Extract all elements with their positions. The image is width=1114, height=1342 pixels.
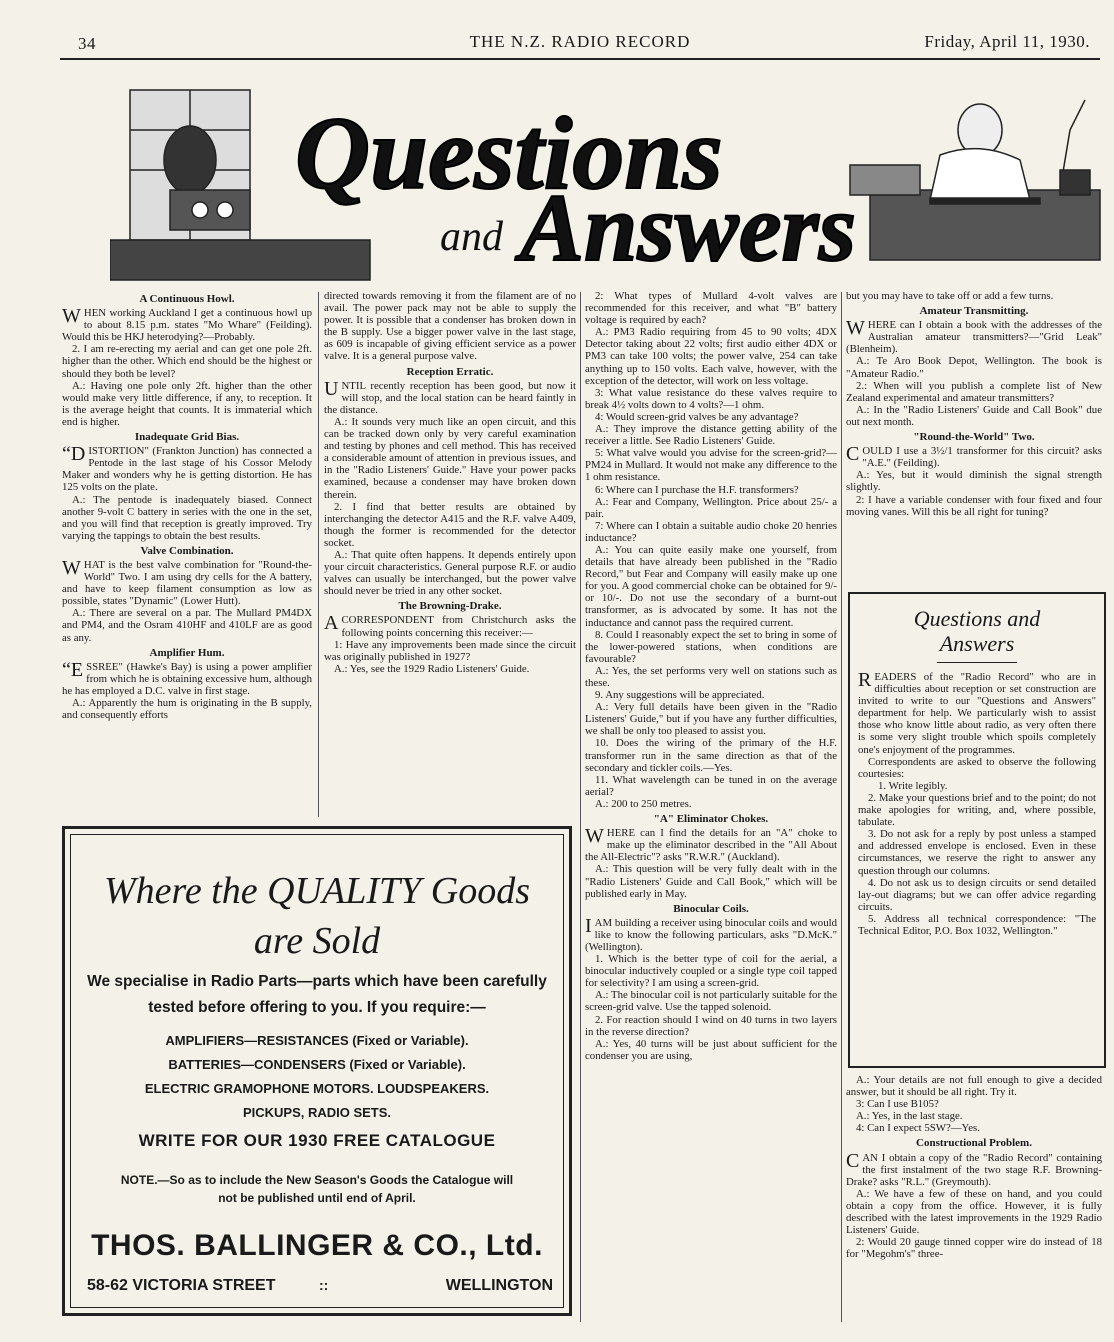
article-text: A.: The pentode is inadequately biased. Connect another 9-volt C battery in series with the one in the set, and you will find that reception is greatly improved. Try varying the tappings to obtain the best results.	[62, 493, 312, 542]
banner-word-answers: Answers	[520, 174, 857, 281]
heading-constructional-problem: Constructional Problem.	[916, 1137, 1032, 1150]
heading-binocular-coils: Binocular Coils.	[673, 902, 749, 915]
article-text: 8. Could I reasonably expect the set to bring in some of the lower-powered stations, when conditions are favourable?	[585, 628, 837, 665]
article-text: but you may have to take off or add a few turns.	[846, 290, 1054, 302]
ad-company: THOS. BALLINGER & CO., Ltd.	[91, 1229, 543, 1262]
article-text: A.: Yes, the set performs very well on stations such as these.	[585, 664, 837, 689]
article-text: directed towards removing it from the filament are of no avail. The power pack may not be able to supply the power. It is possible that a condenser has broken down in the B supply. Use a bigger power valve in the last stage, as 609 is incapable of giving efficient service as a power valve. It is a general purpose valve.	[324, 290, 576, 363]
article-text: 2: What types of Mullard 4-volt valves are recommended for this receiver, and what "B" battery voltage is required by each?	[585, 290, 837, 327]
article-text: 5: What valve would you advise for the screen-grid?—PM24 in Mullard. It would not make any difference to the 1 ohm resistance.	[585, 447, 837, 484]
column-divider	[841, 292, 842, 1322]
drop-cap: “E	[62, 658, 84, 681]
article-text: A.: The binocular coil is not particularly suitable for the screen-grid valve. Use the tapped solenoid.	[585, 989, 837, 1014]
issue-date: Friday, April 11, 1930.	[924, 32, 1090, 51]
ad-product-line: BATTERIES—CONDENSERS (Fixed or Variable).	[168, 1057, 466, 1072]
article-text: 4: Would screen-grid valves be any advantage?	[595, 410, 799, 423]
article-text: NTIL recently reception has been good, but now it will stop, and the local station can be heard faintly in the distance.	[324, 379, 576, 416]
banner-illustration-right	[850, 100, 1100, 260]
drop-cap: C	[846, 443, 860, 466]
article-text: HERE can I find the details for an "A" choke to make up the eliminator described in the "All About the All-Electric"? asks "R.W.R." (Auckland).	[585, 827, 837, 864]
column-divider	[318, 292, 319, 817]
article-text: AN I obtain a copy of the "Radio Record" containing the first instalment of the two stage R.F. Browning-Drake? asks "R.L." (Greymouth).	[846, 1151, 1102, 1188]
notice-rule-item: 5. Address all technical correspondence: "The Technical Editor, P.O. Box 1032, Wellington."	[858, 912, 1096, 937]
article-text: 2. I find that better results are obtained by interchanging the detector A415 and the R.F. valve A409, though the former is recommended for the detector socket.	[324, 500, 576, 549]
heading-round-the-world: "Round-the-World" Two.	[913, 431, 1035, 444]
article-text: A.: Apparently the hum is originating in the B supply, and consequently efforts	[62, 697, 312, 722]
article-text: 6: Where can I purchase the H.F. transformers?	[595, 483, 799, 496]
notice-title: Questions and Answers	[913, 606, 1041, 656]
article-text: A.: Te Aro Book Depot, Wellington. The book is "Amateur Radio."	[846, 355, 1102, 380]
drop-cap: “D	[62, 443, 86, 466]
banner-word-questions: Questions	[295, 96, 723, 211]
article-text: SSREE" (Hawke's Bay) is using a power amplifier from which he is obtaining excessive hum, although he has employed a D.C. valve in first stage.	[62, 660, 312, 697]
heading-reception-erratic: Reception Erratic.	[406, 365, 494, 378]
drop-cap: W	[62, 556, 81, 579]
drop-cap: R	[858, 669, 872, 691]
heading-valve-combination: Valve Combination.	[140, 544, 234, 557]
article-text: A.: We have a few of these on hand, and you could obtain a copy from the office. However, it is fully described with the latest improvements in the 1929 Radio Listeners' Guide.	[846, 1187, 1102, 1237]
article-text: HAT is the best valve combination for "Round-the-World" Two. I am using dry cells for the A battery, and have to keep filament consumption as low as possible, states "Dynamic" (Lower Hutt).	[62, 558, 312, 608]
notice-rule	[937, 662, 1017, 663]
qa-notice-box	[848, 592, 1106, 1068]
notice-rule-item: 4. Do not ask us to design circuits or send detailed lay-out diagrams; but we can offer advice regarding circuits.	[858, 876, 1096, 913]
article-text: A.: This question will be very fully dealt with in the "Radio Listeners' Guide and Call Book," which will be published early in May.	[585, 863, 837, 900]
article-text: 1. Which is the better type of coil for the aerial, a binocular inductively coupled or a single type coil tapped for selectivity? I am using a screen-grid.	[585, 953, 837, 990]
drop-cap: W	[846, 317, 865, 340]
article-text: 4: Can I expect 5SW?—Yes.	[856, 1122, 980, 1135]
ad-product-line: AMPLIFIERS—RESISTANCES (Fixed or Variable).	[165, 1033, 469, 1048]
ad-catalogue: WRITE FOR OUR 1930 FREE CATALOGUE	[138, 1131, 496, 1150]
article-text: 2.: When will you publish a complete list of New Zealand experimental and amateur transmitters?	[846, 379, 1102, 404]
article-text: 3: What value resistance do these valves require to break 4½ volts down to 4 volts?—1 ohm.	[585, 386, 837, 411]
column-1	[62, 290, 312, 721]
article-text: 2: I have a variable condenser with four fixed and four moving vanes. Will this be all right for tuning?	[846, 493, 1102, 518]
article-text: 2. I am re-erecting my aerial and can get one pole 2ft. higher than the other. Which end should be the highest or should they both be level?	[62, 343, 312, 380]
article-text: A.: Fear and Company, Wellington. Price about 25/- a pair.	[585, 495, 837, 520]
article-text: A.: Very full details have been given in the "Radio Listeners' Guide," but if you have any further difficulties, we shall be only too pleased to assist you.	[585, 701, 837, 738]
column-divider	[580, 292, 581, 1322]
ad-city: WELLINGTON	[445, 1277, 553, 1294]
drop-cap: U	[324, 377, 339, 400]
article-text: HERE can I obtain a book with the addresses of the Australian amateur transmitters?—"Grid Leak" (Blenheim).	[846, 319, 1102, 356]
heading-eliminator-chokes: "A" Eliminator Chokes.	[653, 813, 769, 826]
article-text: A.: Yes, 40 turns will be just about sufficient for the condenser you are using,	[585, 1037, 837, 1062]
article-text: A.: That quite often happens. It depends entirely upon your circuit characteristics. General purpose R.F. or audio valves can usually be interchanged, but the power valve should never be tried in any other socket.	[324, 548, 576, 598]
page-header	[60, 30, 1100, 56]
ballinger-advertisement	[62, 826, 572, 1316]
article-text: 11. What wavelength can be tuned in on the average aerial?	[585, 773, 837, 798]
article-text: A.: You can quite easily make one yourself, from details that have already been published in the "Radio Record," but Fear and Company will easily make up one for you. A good commercial choke can be obtained for 9/- or 10/-. Do not use the secondary of a burnt-out transformer, as is advocated by some. It has not the inductance and cannot pass the required current.	[585, 543, 837, 629]
ad-headline-2: are Sold	[253, 920, 381, 962]
notice-text: Correspondents are asked to observe the following courtesies:	[858, 755, 1096, 780]
article-text: AM building a receiver using binocular coils and would like to know the following particulars, asks "D.McK." (Wellington).	[585, 916, 837, 953]
banner-word-and: and	[440, 214, 503, 260]
ad-note: NOTE.—So as to include the New Season's Goods the Catalogue will not be published until end of April.	[120, 1173, 514, 1205]
article-text: A.: There are several on a par. The Mullard PM4DX and PM4, and the Osram 410HF and 410LF are as good as any.	[62, 607, 312, 644]
drop-cap: C	[846, 1149, 860, 1172]
article-text: ISTORTION" (Frankton Junction) has connected a Pentode in the last stage of his Cossor Melody Maker and wonders why he is getting distortion. He has 125 volts on the plate.	[62, 445, 312, 494]
article-text: OULD I use a 3½/1 transformer for this circuit? asks "A.E." (Feilding).	[862, 445, 1102, 470]
notice-rule-item: 2. Make your questions brief and to the point; do not make apologies for writing, and, where possible, tabulate.	[858, 791, 1096, 829]
notice-text: EADERS of the "Radio Record" who are in difficulties about reception or set construction are invited to write to our "Questions and Answers" department for help. We particularly wish to assist those who know little about radio, as very often there is some very slight trouble which spoils completely one's enjoyment of the programmes.	[858, 671, 1096, 756]
article-text: 2. For reaction should I wind on 40 turns in two layers in the reverse direction?	[585, 1013, 837, 1038]
column-2	[324, 290, 576, 675]
drop-cap: I	[585, 914, 592, 937]
article-text: A.: Yes, but it would diminish the signal strength slightly.	[846, 469, 1102, 494]
article-text: A.: It sounds very much like an open circuit, and this can be tracked down only by very careful examination and testing by phones and cell method. This has received a considerable amount of attention in previous issues, and in the "Radio Listeners' Guide." Have your power packs examined, because a condenser may have broken down therein.	[324, 415, 576, 501]
article-text: A.: Yes, see the 1929 Radio Listeners' Guide.	[334, 662, 530, 675]
article-text: A.: Yes, in the last stage.	[856, 1110, 963, 1123]
drop-cap: A	[324, 612, 339, 635]
heading-amateur-transmitting: Amateur Transmitting.	[919, 305, 1029, 318]
ad-product-line: PICKUPS, RADIO SETS.	[242, 1105, 392, 1120]
article-text: A.: Your details are not full enough to give a decided answer, but it should be all right. Try it.	[846, 1074, 1102, 1099]
article-text: 10. Does the wiring of the primary of the H.F. transformer run in the same direction as that of the secondary and tickler coils.—Yes.	[585, 737, 837, 774]
heading-amplifier-hum: Amplifier Hum.	[149, 646, 225, 659]
article-text: A.: They improve the distance getting ability of the receiver a little. See Radio Listeners' Guide.	[585, 423, 837, 448]
article-text: A.: 200 to 250 metres.	[595, 797, 692, 810]
masthead: THE N.Z. RADIO RECORD	[469, 32, 691, 51]
column-4	[846, 290, 1102, 518]
article-text: 9. Any suggestions will be appreciated.	[595, 689, 765, 702]
column-4-continued	[846, 1074, 1102, 1260]
heading-grid-bias: Inadequate Grid Bias.	[134, 431, 240, 444]
ad-specialise: We specialise in Radio Parts—parts which have been carefully tested before offering to you. If you require:—	[87, 973, 547, 1016]
ad-product-line: ELECTRIC GRAMOPHONE MOTORS. LOUDSPEAKERS.	[144, 1081, 490, 1096]
article-text: 3: Can I use B105?	[856, 1098, 939, 1111]
page-number: 34	[78, 34, 96, 53]
article-text: 2: Would 20 gauge tinned copper wire do instead of 18 for "Megohm's" three-	[846, 1236, 1102, 1261]
article-text: CORRESPONDENT from Christchurch asks the following points concerning this receiver:—	[341, 614, 576, 639]
article-text: 1: Have any improvements been made since the circuit was originally published in 1927?	[324, 638, 576, 663]
article-text: HEN working Auckland I get a continuous howl up to about 8.15 p.m. states "Mo Whare" (Feilding). Would this be HKJ heterodying?—Probably.	[62, 307, 312, 344]
header-rule	[60, 58, 1100, 60]
notice-body	[850, 671, 1104, 937]
drop-cap: W	[585, 825, 604, 848]
ad-separator: ::	[319, 1277, 329, 1293]
heading-continuous-howl: A Continuous Howl.	[139, 293, 235, 305]
column-3	[585, 290, 837, 1062]
article-text: A.: In the "Radio Listeners' Guide and Call Book" due out next month.	[846, 403, 1102, 428]
questions-answers-banner	[110, 70, 1110, 288]
ad-street: 58-62 VICTORIA STREET	[87, 1277, 276, 1294]
notice-rule-item: 3. Do not ask for a reply by post unless a stamped and addressed envelope is enclosed. Even in these circumstances, we reserve the right to answer any question through our columns.	[858, 828, 1096, 877]
article-text: 7: Where can I obtain a suitable audio choke 20 henries inductance?	[585, 519, 837, 544]
heading-browning-drake: The Browning-Drake.	[398, 600, 502, 613]
article-text: A.: PM3 Radio requiring from 45 to 90 volts; 4DX Detector taking about 22 volts; first audio either 4DX or PM3 can take 100 volts; the power valve, 254 can take anything up to 150 volts. Each valve, however, with the exception of the detector, will work on less voltage.	[585, 326, 837, 387]
drop-cap: W	[62, 305, 81, 328]
article-text: A.: Having one pole only 2ft. higher than the other would make very little difference, if any, to reception. It is the average height that counts. It is immaterial which end is higher.	[62, 379, 312, 428]
notice-rule-item: 1. Write legibly.	[878, 779, 948, 792]
ad-headline: Where the QUALITY Goods	[103, 870, 531, 912]
